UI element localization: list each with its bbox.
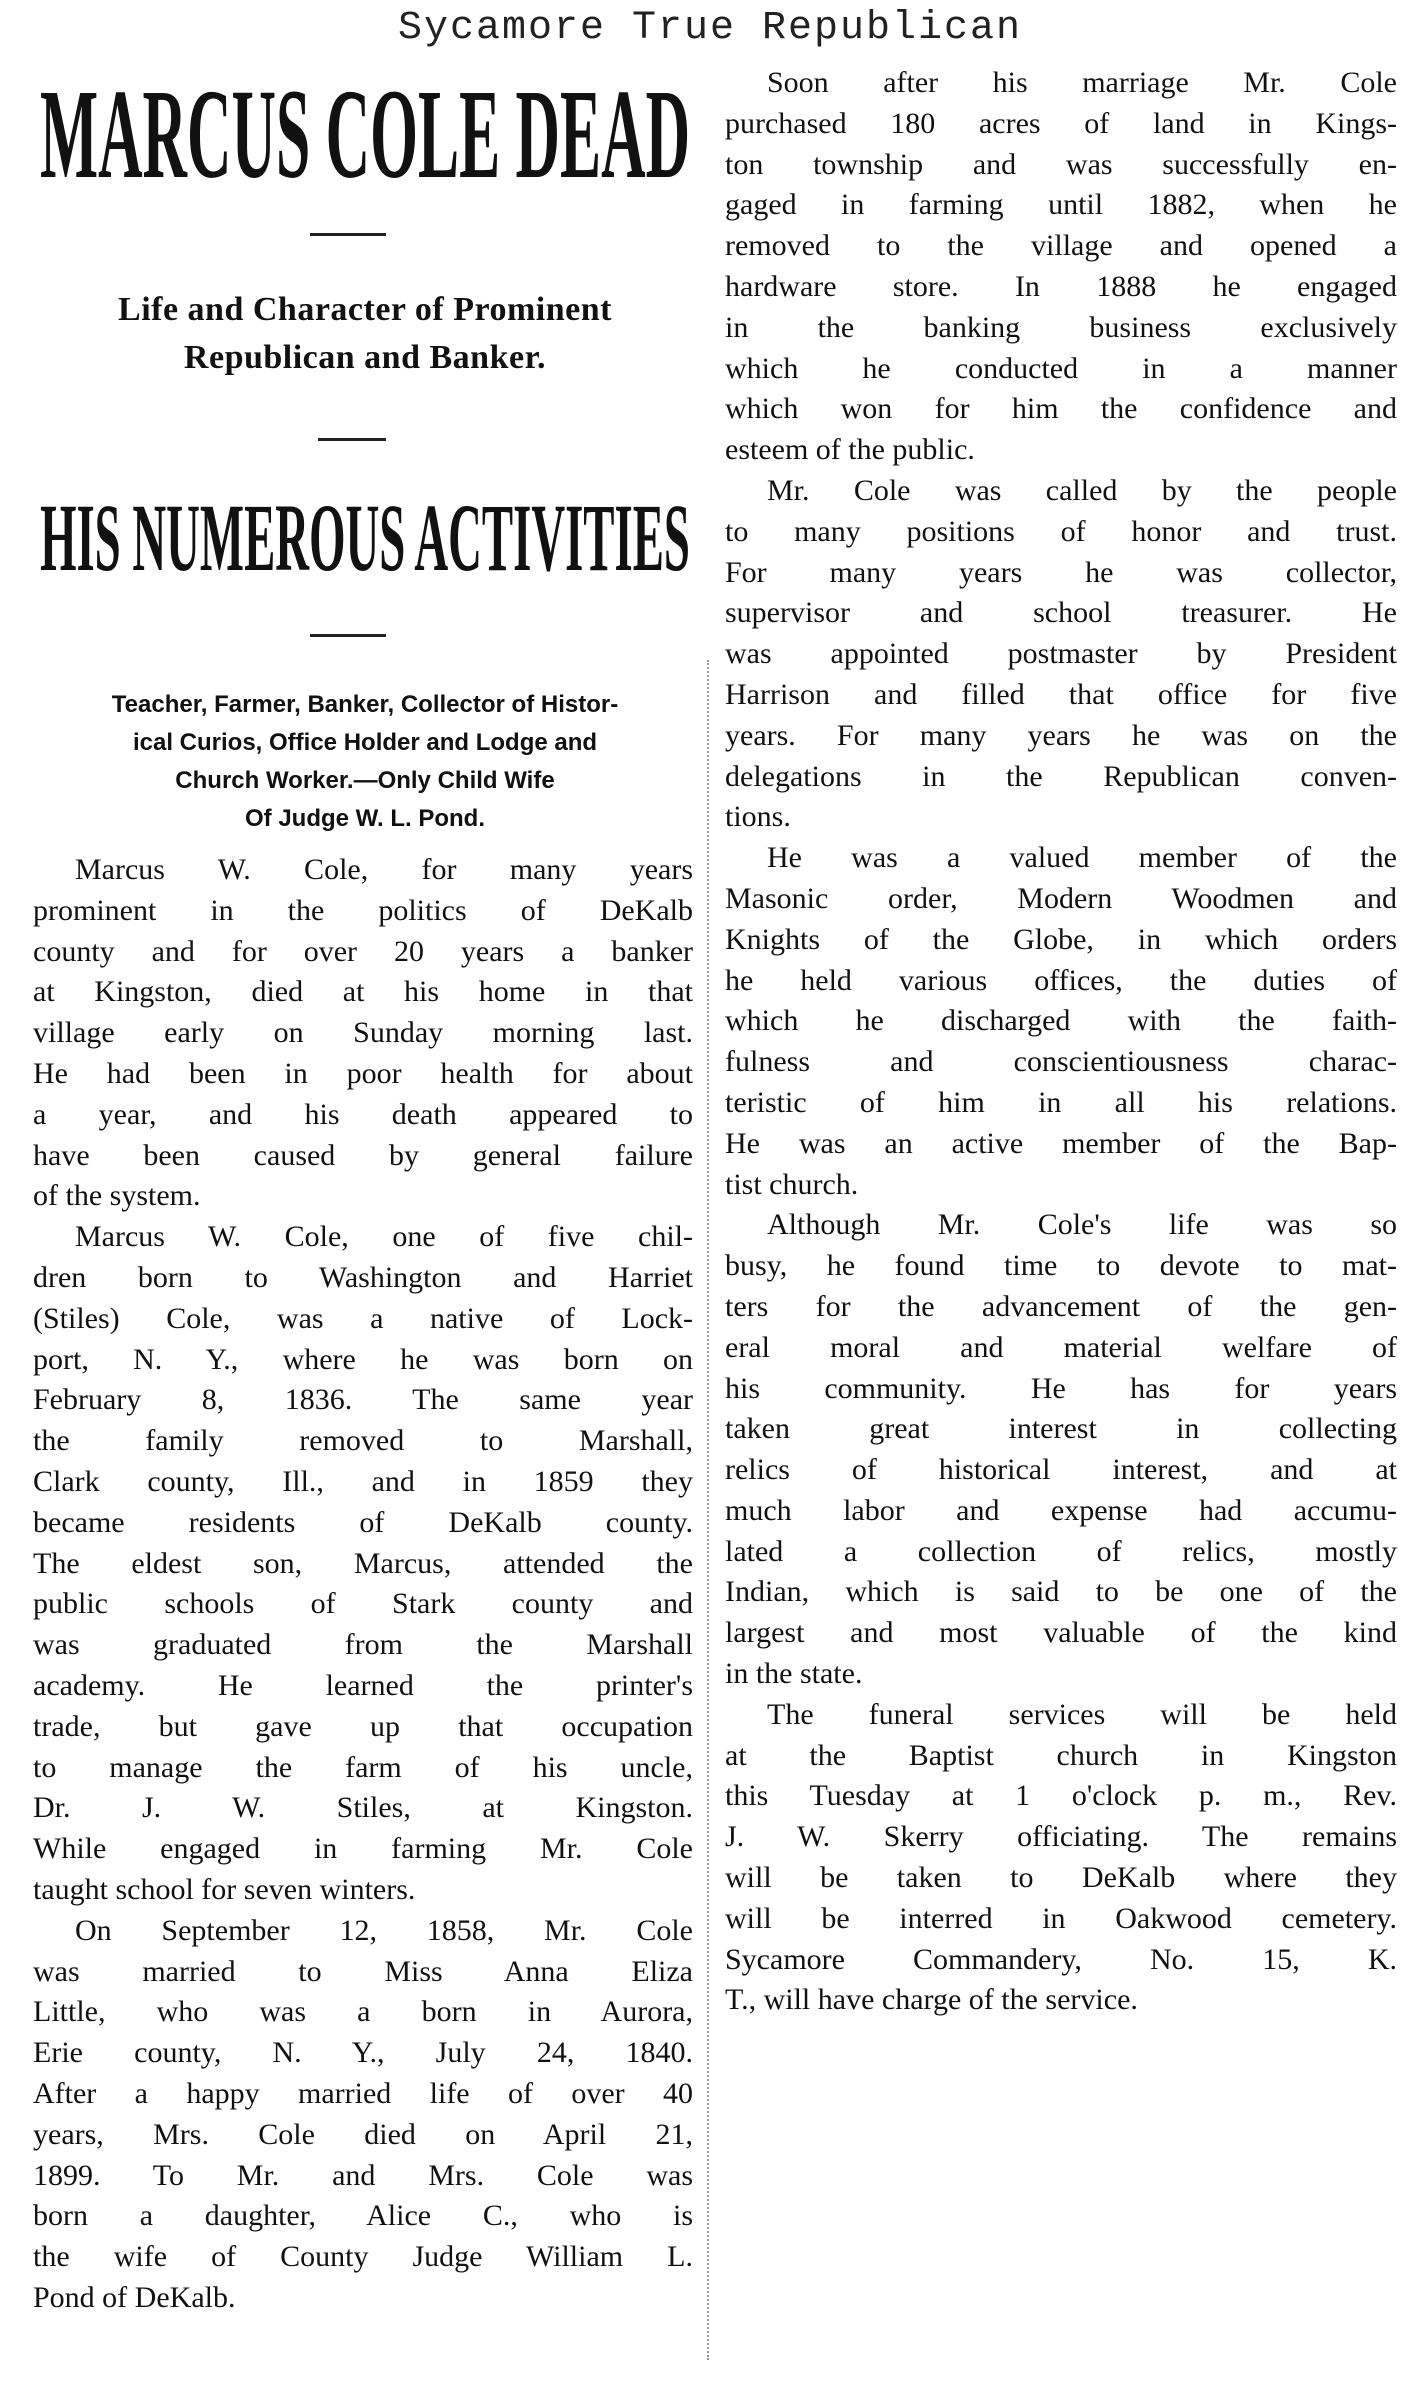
text-line: in the banking business exclusively [725, 310, 1397, 344]
text-line: After a happy married life of over 40 [33, 2076, 693, 2110]
text-line: will be taken to DeKalb where they [725, 1861, 1397, 1895]
text-line: Marcus W. Cole, for many years [75, 853, 693, 886]
text-line: Soon after his marriage Mr. Cole [767, 66, 1397, 99]
text-line: Sycamore Commandery, No. 15, K. [725, 1942, 1397, 1976]
text-line: was married to Miss Anna Eliza [33, 1954, 693, 1988]
text-line: taken great interest in collecting [725, 1412, 1397, 1446]
text-line: this Tuesday at 1 o'clock p. m., Rev. [725, 1779, 1397, 1813]
newspaper-name: Sycamore True Republican [397, 6, 1023, 51]
text-line: He had been in poor health for about [33, 1056, 693, 1090]
text-line: Pond of DeKalb. [33, 2280, 236, 2314]
text-line: removed to the village and opened a [725, 229, 1397, 263]
subheadline [30, 286, 700, 382]
text-line: Harrison and filled that office for five [725, 677, 1397, 711]
deck-line: Church Worker.—Only Child Wife [175, 767, 555, 794]
text-line: was graduated from the Marshall [33, 1628, 693, 1662]
second-headline-text: HIS NUMEROUS ACTIVITIES [40, 484, 690, 591]
paragraph [33, 1217, 693, 1911]
text-line: Although Mr. Cole's life was so [767, 1208, 1397, 1242]
text-line: The funeral services will be held [767, 1697, 1397, 1731]
divider-dash [318, 438, 386, 441]
text-line: Clark county, Ill., and in 1859 they [33, 1464, 693, 1498]
deck-line: Of Judge W. L. Pond. [245, 805, 485, 832]
text-line: prominent in the politics of DeKalb [33, 893, 693, 927]
paragraph [725, 471, 1397, 838]
text-line: tist church. [725, 1167, 859, 1201]
text-line: Masonic order, Modern Woodmen and [725, 881, 1397, 915]
paragraph [33, 850, 693, 1217]
text-line: village early on Sunday morning last. [33, 1016, 693, 1050]
text-line: academy. He learned the printer's [33, 1668, 693, 1702]
text-line: dren born to Washington and Harriet [33, 1260, 693, 1294]
text-line: He was a valued member of the [767, 841, 1397, 875]
text-line: the family removed to Marshall, [33, 1424, 693, 1458]
right-column [725, 63, 1397, 2021]
text-line: years. For many years he was on the [725, 718, 1397, 752]
text-line: at Kingston, died at his home in that [33, 975, 693, 1009]
text-line: For many years he was collector, [725, 555, 1397, 589]
text-line: public schools of Stark county and [33, 1587, 693, 1621]
text-line: the wife of County Judge William L. [33, 2240, 693, 2274]
text-line: of the system. [33, 1179, 201, 1213]
text-line: teristic of him in all his relations. [725, 1085, 1397, 1119]
text-line: 1899. To Mr. and Mrs. Cole was [33, 2158, 693, 2192]
headline-text: MARCUS COLE DEAD [39, 63, 691, 205]
text-line: esteem of the public. [725, 433, 975, 467]
text-line: have been caused by general failure [33, 1138, 693, 1172]
text-line: Little, who was a born in Aurora, [33, 1995, 693, 2029]
text-line: ters for the advancement of the gen- [725, 1289, 1397, 1323]
text-line: On September 12, 1858, Mr. Cole [75, 1913, 693, 1947]
text-line: born a daughter, Alice C., who is [33, 2199, 693, 2233]
text-line: He was an active member of the Bap- [725, 1126, 1397, 1160]
text-line: Mr. Cole was called by the people [767, 473, 1397, 507]
text-line: ton township and was successfully en- [725, 147, 1397, 181]
text-line: February 8, 1836. The same year [33, 1383, 693, 1417]
text-line: became residents of DeKalb county. [33, 1505, 693, 1539]
text-line: Erie county, N. Y., July 24, 1840. [33, 2036, 693, 2070]
text-line: hardware store. In 1888 he engaged [725, 269, 1397, 303]
text-line: which he discharged with the faith- [725, 1004, 1397, 1038]
text-line: was appointed postmaster by President [725, 637, 1397, 671]
subhead-line: Life and Character of Prominent [118, 291, 612, 328]
second-headline [30, 484, 700, 591]
text-line: much labor and expense had accumu- [725, 1493, 1397, 1527]
left-column [33, 850, 693, 2319]
text-line: T., will have charge of the service. [725, 1983, 1138, 2017]
subhead-line: Republican and Banker. [183, 339, 547, 376]
text-line: taught school for seven winters. [33, 1872, 416, 1906]
text-line: his community. He has for years [725, 1371, 1397, 1405]
text-line: Indian, which is said to be one of the [725, 1575, 1397, 1609]
text-line: which he conducted in a manner [725, 351, 1397, 385]
text-line: gaged in farming until 1882, when he [725, 188, 1397, 222]
text-line: trade, but gave up that occupation [33, 1709, 693, 1743]
paragraph [725, 63, 1397, 471]
text-line: at the Baptist church in Kingston [725, 1738, 1397, 1772]
headline [30, 63, 700, 205]
text-line: (Stiles) Cole, was a native of Lock- [33, 1301, 693, 1335]
paragraph [725, 1205, 1397, 1695]
text-line: delegations in the Republican conven- [725, 759, 1397, 793]
text-line: to many positions of honor and trust. [725, 514, 1397, 548]
column-rule [707, 660, 709, 2360]
paragraph [33, 1911, 693, 2319]
divider-dash [310, 233, 386, 236]
paragraph [725, 838, 1397, 1205]
text-line: port, N. Y., where he was born on [33, 1342, 693, 1376]
text-line: county and for over 20 years a banker [33, 934, 693, 968]
text-line: largest and most valuable of the kind [725, 1616, 1397, 1650]
text-line: relics of historical interest, and at [725, 1453, 1397, 1487]
text-line: busy, he found time to devote to mat- [725, 1249, 1397, 1283]
text-line: eral moral and material welfare of [725, 1330, 1397, 1364]
text-line: lated a collection of relics, mostly [725, 1534, 1397, 1568]
text-line: Dr. J. W. Stiles, at Kingston. [33, 1791, 693, 1825]
paragraph [725, 1695, 1397, 2021]
text-line: years, Mrs. Cole died on April 21, [33, 2117, 693, 2151]
text-line: J. W. Skerry officiating. The remains [725, 1820, 1397, 1854]
text-line: will be interred in Oakwood cemetery. [725, 1901, 1397, 1935]
divider-dash [310, 634, 386, 637]
text-line: in the state. [725, 1657, 863, 1691]
text-line: to manage the farm of his uncle, [33, 1750, 693, 1784]
text-line: Knights of the Globe, in which orders [725, 922, 1397, 956]
deck [30, 686, 700, 838]
deck-line: Teacher, Farmer, Banker, Collector of Histor- [111, 691, 619, 718]
text-line: he held various offices, the duties of [725, 963, 1397, 997]
text-line: While engaged in farming Mr. Cole [33, 1832, 693, 1866]
text-line: Marcus W. Cole, one of five chil- [75, 1220, 693, 1254]
text-line: purchased 180 acres of land in Kings- [725, 106, 1397, 140]
text-line: The eldest son, Marcus, attended the [33, 1546, 693, 1580]
text-line: tions. [725, 800, 791, 834]
text-line: supervisor and school treasurer. He [725, 596, 1397, 630]
deck-line: ical Curios, Office Holder and Lodge and [132, 729, 598, 756]
text-line: which won for him the confidence and [725, 392, 1397, 426]
text-line: fulness and conscientiousness charac- [725, 1045, 1397, 1079]
text-line: a year, and his death appeared to [33, 1097, 693, 1131]
